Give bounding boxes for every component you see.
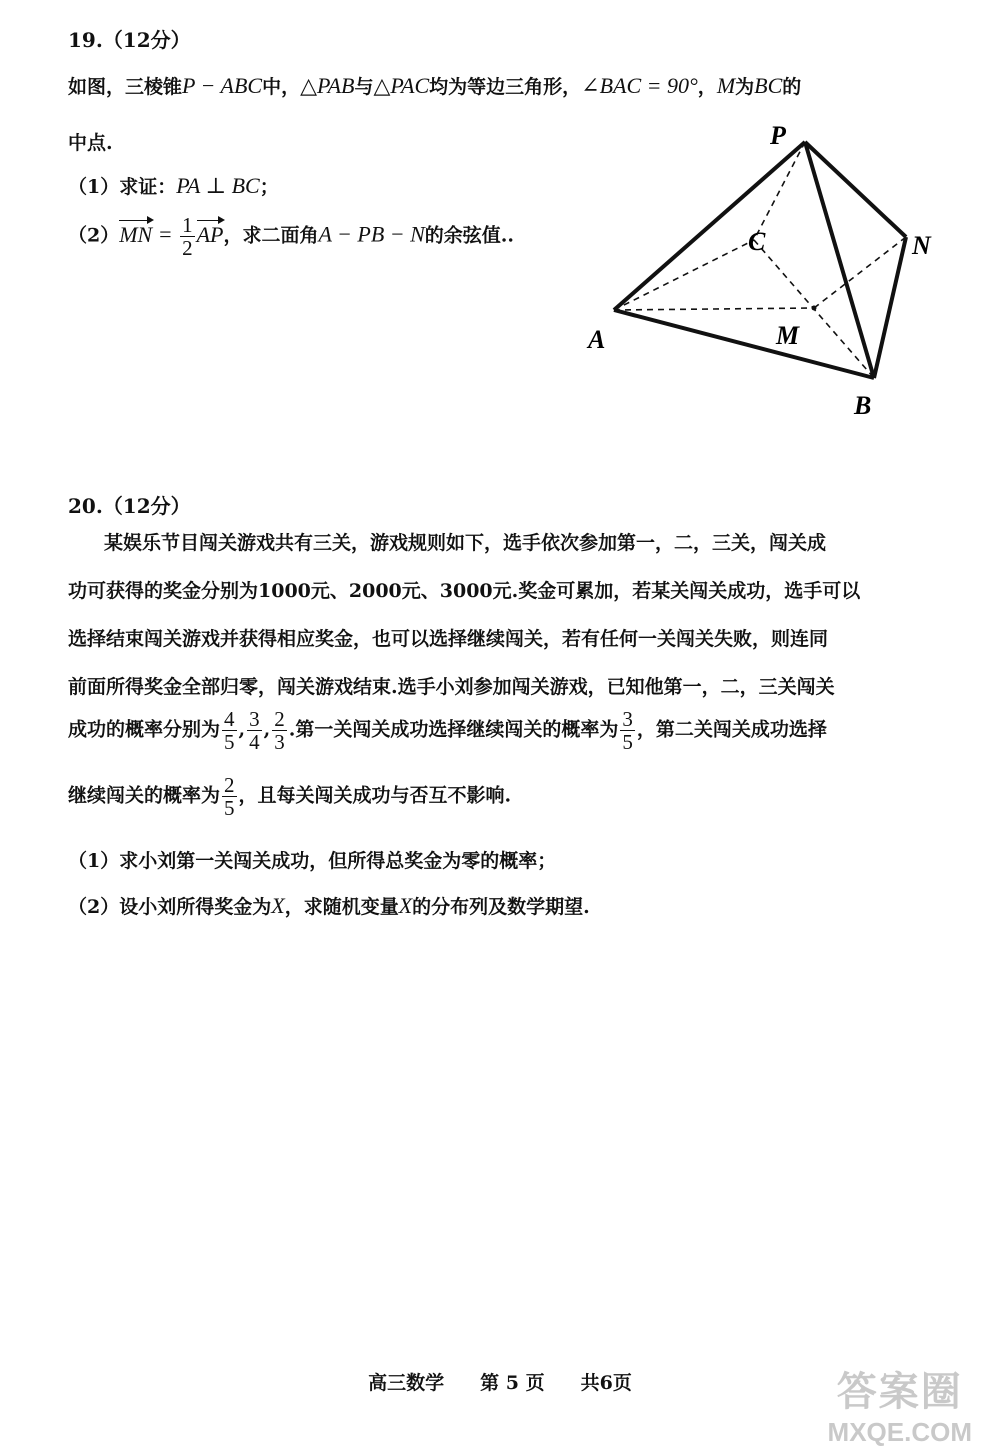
fraction-denominator: 4: [249, 730, 260, 755]
label-a: A: [588, 325, 606, 354]
vector-ap: AP: [196, 221, 224, 247]
watermark-text-cn: 答案圈: [836, 1368, 963, 1415]
q19-part1-end: ；: [259, 176, 279, 198]
watermark-logo: [828, 1360, 972, 1448]
edge-ab: [614, 310, 874, 378]
edge-pc: [754, 142, 805, 240]
q20-continue-line: [68, 774, 511, 819]
fraction-denominator: 3: [274, 730, 285, 755]
q19-line1: [68, 72, 801, 99]
q20-part1: （1）求小刘第一关闯关成功，但所得总奖金为零的概率；: [68, 850, 557, 872]
q20-text: ，第二关闯关成功选择: [636, 718, 827, 741]
equals-sign: =: [152, 221, 179, 247]
pyramid-figure: [580, 112, 960, 432]
variable-x: X: [398, 893, 413, 918]
variable-x: X: [271, 893, 285, 918]
q19-math-bc: BC: [754, 73, 783, 98]
q20-header: 20.（12分）: [68, 494, 191, 518]
q20-part2: [68, 892, 590, 919]
fraction-2-3: [272, 708, 287, 753]
fraction-denominator: 5: [224, 730, 235, 755]
q19-part1: [68, 172, 279, 199]
label-p: P: [770, 121, 786, 150]
fraction-numerator: 3: [249, 707, 260, 731]
fraction-denominator: 5: [622, 730, 633, 755]
fraction-denominator: 5: [224, 796, 235, 821]
q19-text: 与: [354, 76, 374, 98]
q19-math-tri-pab: △PAB: [300, 73, 355, 98]
q19-part1-label: （1）求证：: [68, 176, 177, 198]
fraction-numerator: 2: [274, 707, 285, 731]
label-c: C: [748, 227, 766, 256]
point-m: [812, 306, 817, 311]
q19-text: 中，: [262, 76, 301, 98]
fraction-numerator: 4: [224, 707, 235, 731]
q19-line2: 中点.: [68, 132, 113, 154]
q19-text: ，: [697, 76, 717, 98]
q19-part1-math: PA ⊥ BC: [176, 173, 260, 198]
segment-am: [614, 308, 814, 310]
fraction-numerator: 3: [622, 707, 633, 731]
q19-part2: [68, 214, 514, 259]
fraction-numerator: 1: [182, 213, 193, 237]
q19-math-m: M: [716, 73, 736, 98]
q19-header: 19.（12分）: [68, 28, 191, 52]
footer-total-pages: 共6页: [580, 1372, 632, 1394]
separator: ,: [263, 718, 271, 741]
q19-part2-label: （2）: [68, 224, 120, 247]
vector-mn: MN: [119, 221, 153, 247]
q19-text: 的: [782, 76, 802, 98]
dihedral-angle-expr: A − PB − N: [318, 221, 425, 247]
edge-pb: [805, 142, 874, 378]
q20-text: 成功的概率分别为: [68, 718, 221, 741]
fraction-one-half: [180, 214, 195, 259]
q20-part2-text: （2）设小刘所得奖金为: [68, 896, 272, 918]
fraction-4-5: [222, 708, 237, 753]
q20-paragraph-line: 某娱乐节目闯关游戏共有三关，游戏规则如下，选手依次参加第一，二，三关，闯关成: [104, 532, 827, 554]
q19-math-pyramid: P − ABC: [182, 73, 263, 98]
q20-paragraph-line: 选择结束闯关游戏并获得相应奖金，也可以选择继续闯关，若有任何一关闯关失败，则连同: [68, 628, 829, 650]
q20-text: 继续闯关的概率为: [68, 784, 221, 807]
q20-probability-line: [68, 708, 827, 753]
fraction-2-5: [222, 774, 237, 819]
label-b: B: [854, 391, 872, 420]
q19-text: 如图，三棱锥: [68, 76, 183, 98]
fraction-3-5: [620, 708, 635, 753]
q19-text: 为: [735, 76, 755, 98]
q20-paragraph-line: 功可获得的奖金分别为1000元、2000元、3000元.奖金可累加，若某关闯关成功，选手可以: [68, 580, 861, 602]
q20-text: .第一关闯关成功选择继续闯关的概率为: [288, 718, 619, 741]
fraction-denominator: 2: [182, 236, 193, 261]
watermark-text-en: MXQE.COM: [827, 1417, 972, 1447]
label-m: M: [776, 321, 800, 350]
q19-part2-text: ，求二面角: [223, 224, 319, 247]
q20-part2-text: 的分布列及数学期望.: [412, 896, 590, 918]
fraction-numerator: 2: [224, 773, 235, 797]
fraction-3-4: [247, 708, 262, 753]
q20-text: ，且每关闯关成功与否互不影响.: [238, 784, 512, 807]
footer-subject: 高三数学: [368, 1372, 445, 1394]
q20-part2-text: ，求随机变量: [284, 896, 399, 918]
q19-text: 均为等边三角形，: [429, 76, 582, 98]
separator: ,: [238, 718, 246, 741]
q19-math-tri-pac: △PAC: [373, 73, 430, 98]
q19-part2-end: 的余弦值..: [424, 224, 515, 247]
edge-pa: [614, 142, 805, 310]
footer-page-number: 第 5 页: [480, 1372, 545, 1394]
q20-paragraph-line: 前面所得奖金全部归零，闯关游戏结束.选手小刘参加闯关游戏，已知他第一，二，三关闯关: [68, 676, 835, 698]
q19-math-angle: ∠BAC = 90°: [581, 73, 698, 98]
label-n: N: [912, 231, 931, 260]
